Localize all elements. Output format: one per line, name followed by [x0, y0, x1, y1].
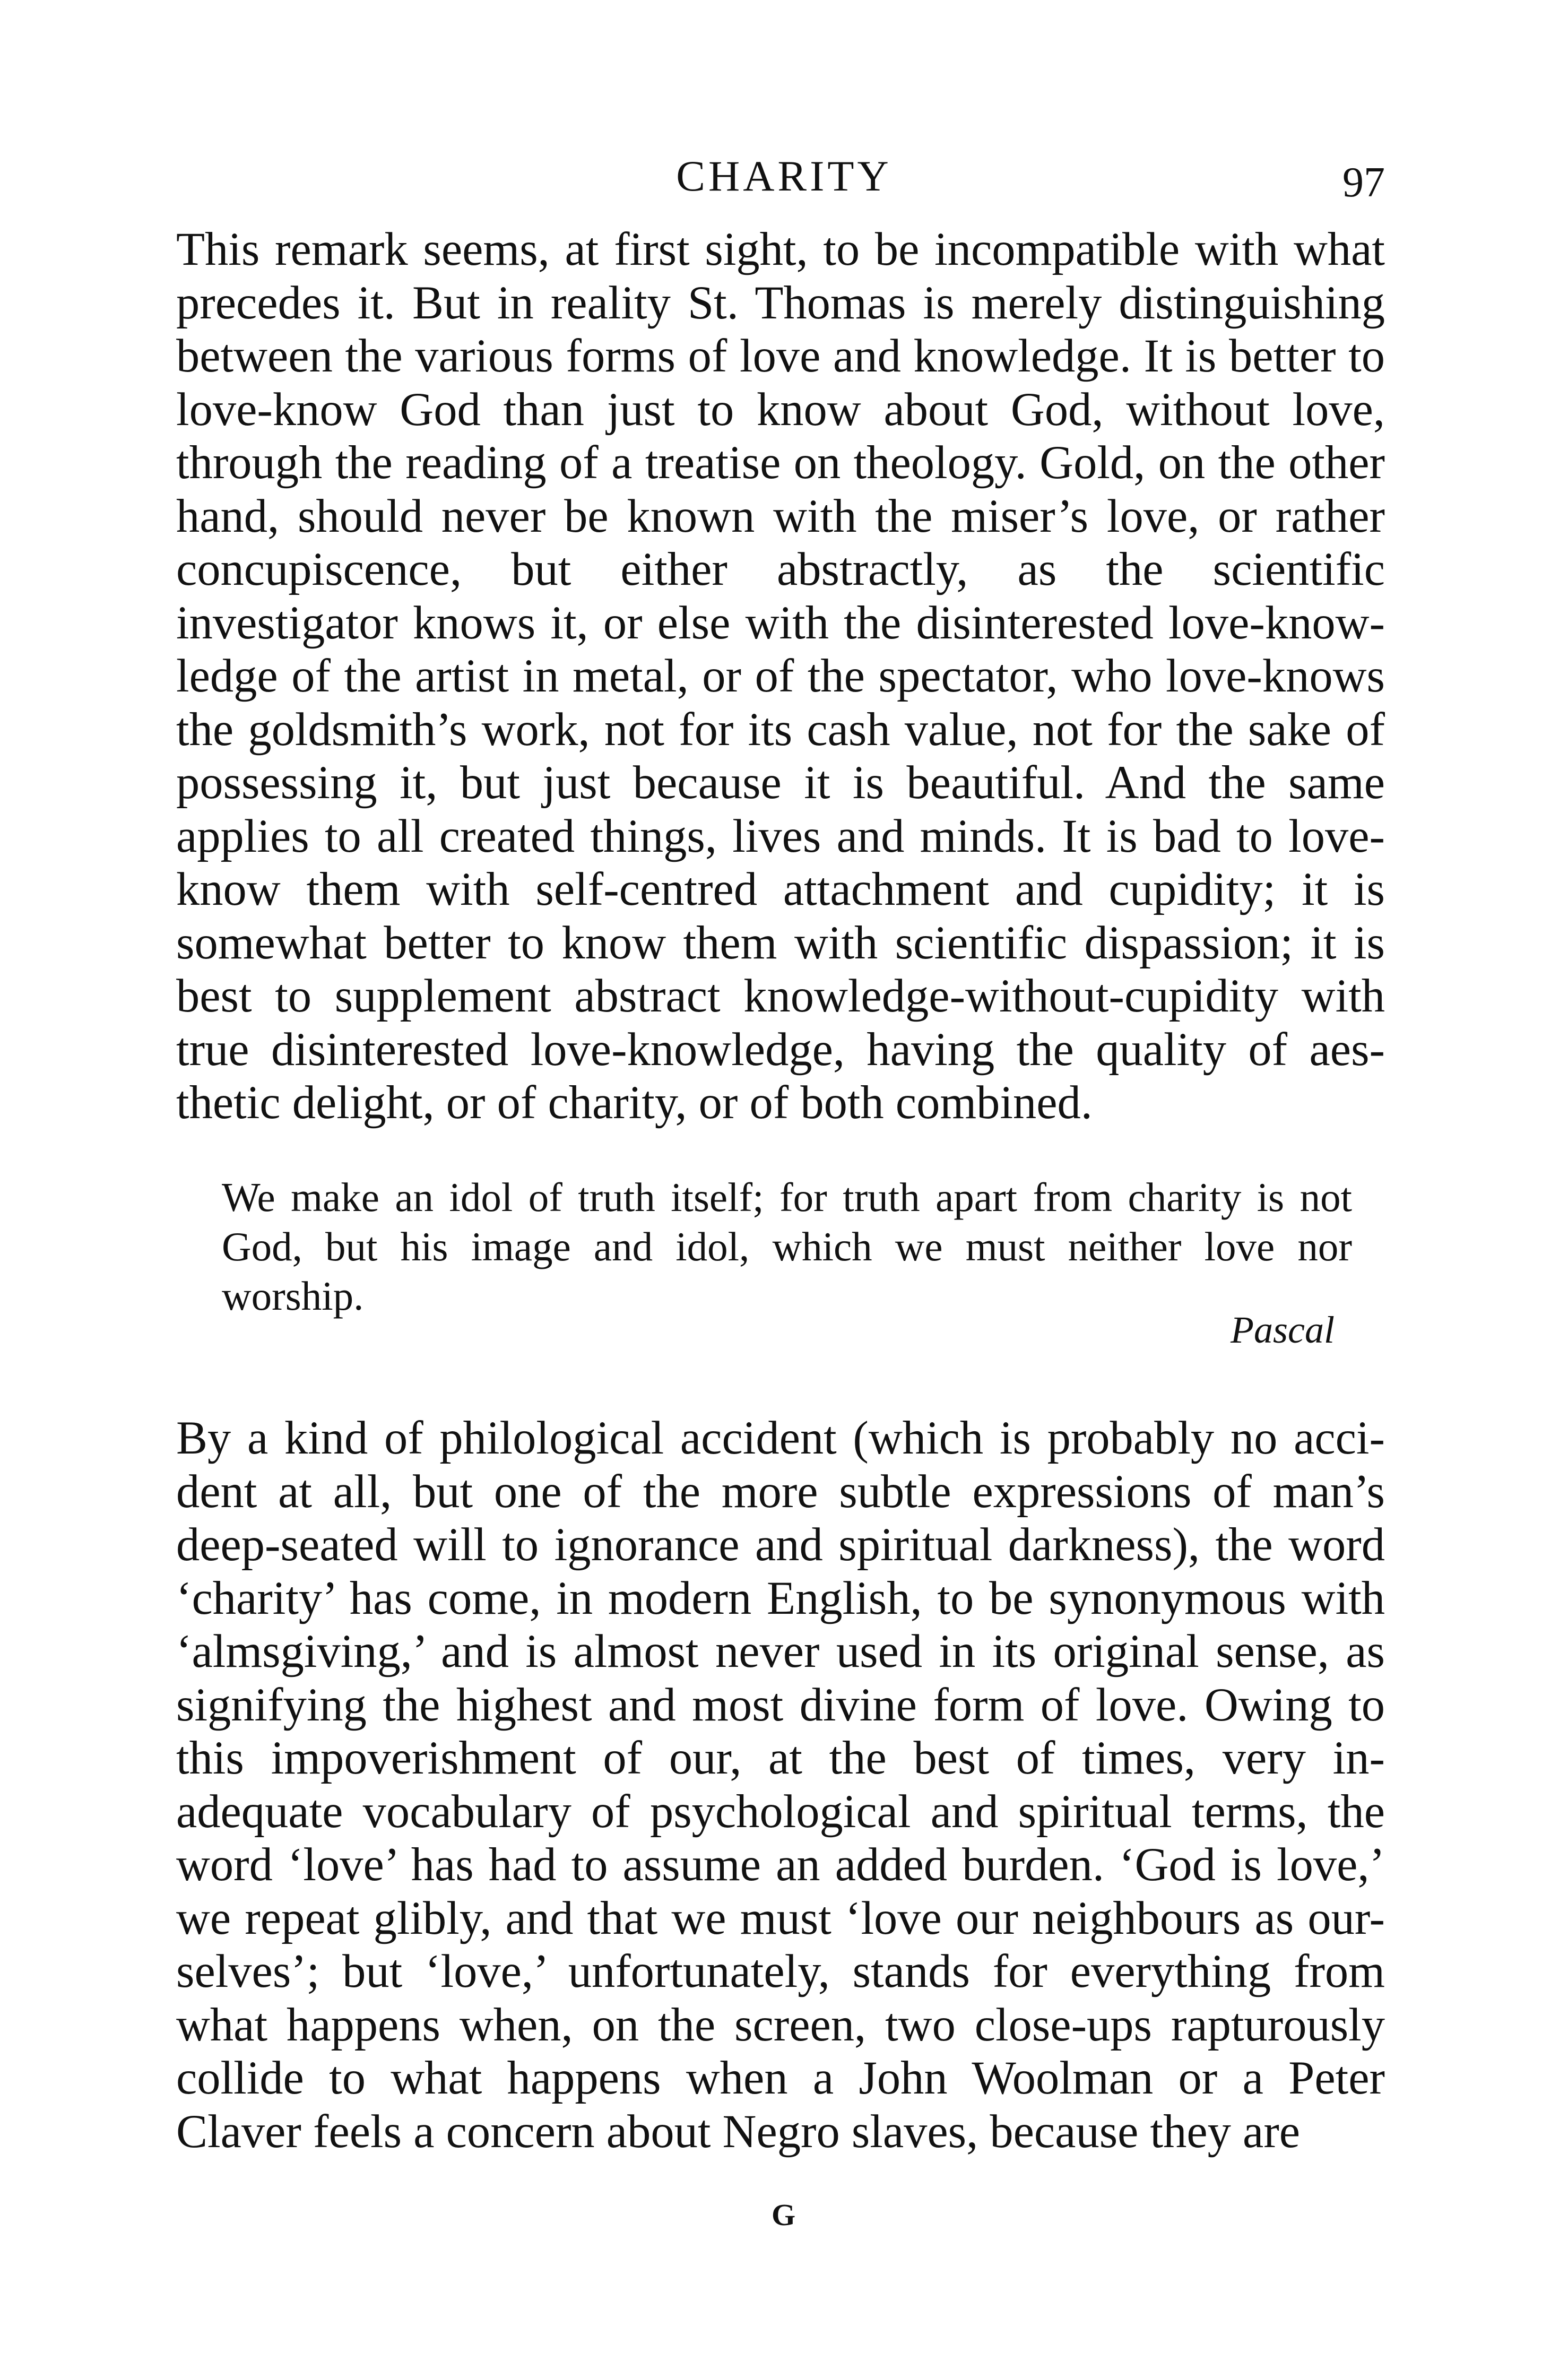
running-title: CHARITY	[676, 152, 892, 200]
signature-mark: G	[771, 2198, 797, 2232]
page-number: 97	[1342, 159, 1385, 206]
paragraph-1: This remark seems, at first sight, to be incompatible with what precedes it. But in reality St. Thomas is merely distinguishing between the various forms of love and knowledge. It is better to love-know God than just to know about God, without love, through the reading of a treatise on theology. Gold, on the other hand, should never be known with the miser’s love, or rather concupiscence, but either abstractly, as the scientific investigator knows it, or else with the disinterested love-know-ledge of the artist in metal, or of the spectator, who love-knows the goldsmith’s work, not for its cash value, not for the sake of possessing it, but just because it is beautiful. And the same applies to all created things, lives and minds. It is bad to love-know them with self-centred attachment and cupidity; it is somewhat better to know them with scientific dispassion; it is best to supplement abstract knowledge-without-cupidity with true disinterested love-knowledge, having the quality of aes-thetic delight, or of charity, or of both combined.	[176, 223, 1385, 1129]
epigraph-quote: We make an idol of truth itself; for truth apart from charity is not God, but his image and idol, which we must neither love nor worship.	[222, 1174, 1352, 1319]
quote-attribution: Pascal	[1231, 1309, 1335, 1351]
running-head	[0, 151, 1568, 210]
paragraph-2: By a kind of philological accident (which is probably no acci-dent at all, but one of the more subtle expressions of man’s deep-seated will to ignorance and spiritual darkness), the word ‘charity’ has come, in modern English, to be synonymous with ‘almsgiving,’ and is almost never used in its original sense, as signifying the highest and most divine form of love. Owing to this impoverishment of our, at the best of times, very in-adequate vocabulary of psychological and spiritual terms, the word ‘love’ has had to assume an added burden. ‘God is love,’ we repeat glibly, and that we must ‘love our neighbours as our-selves’; but ‘love,’ unfortunately, stands for everything from what happens when, on the screen, two close-ups rapturously collide to what happens when a John Woolman or a Peter Claver feels a concern about Negro slaves, because they are	[176, 1412, 1385, 2158]
